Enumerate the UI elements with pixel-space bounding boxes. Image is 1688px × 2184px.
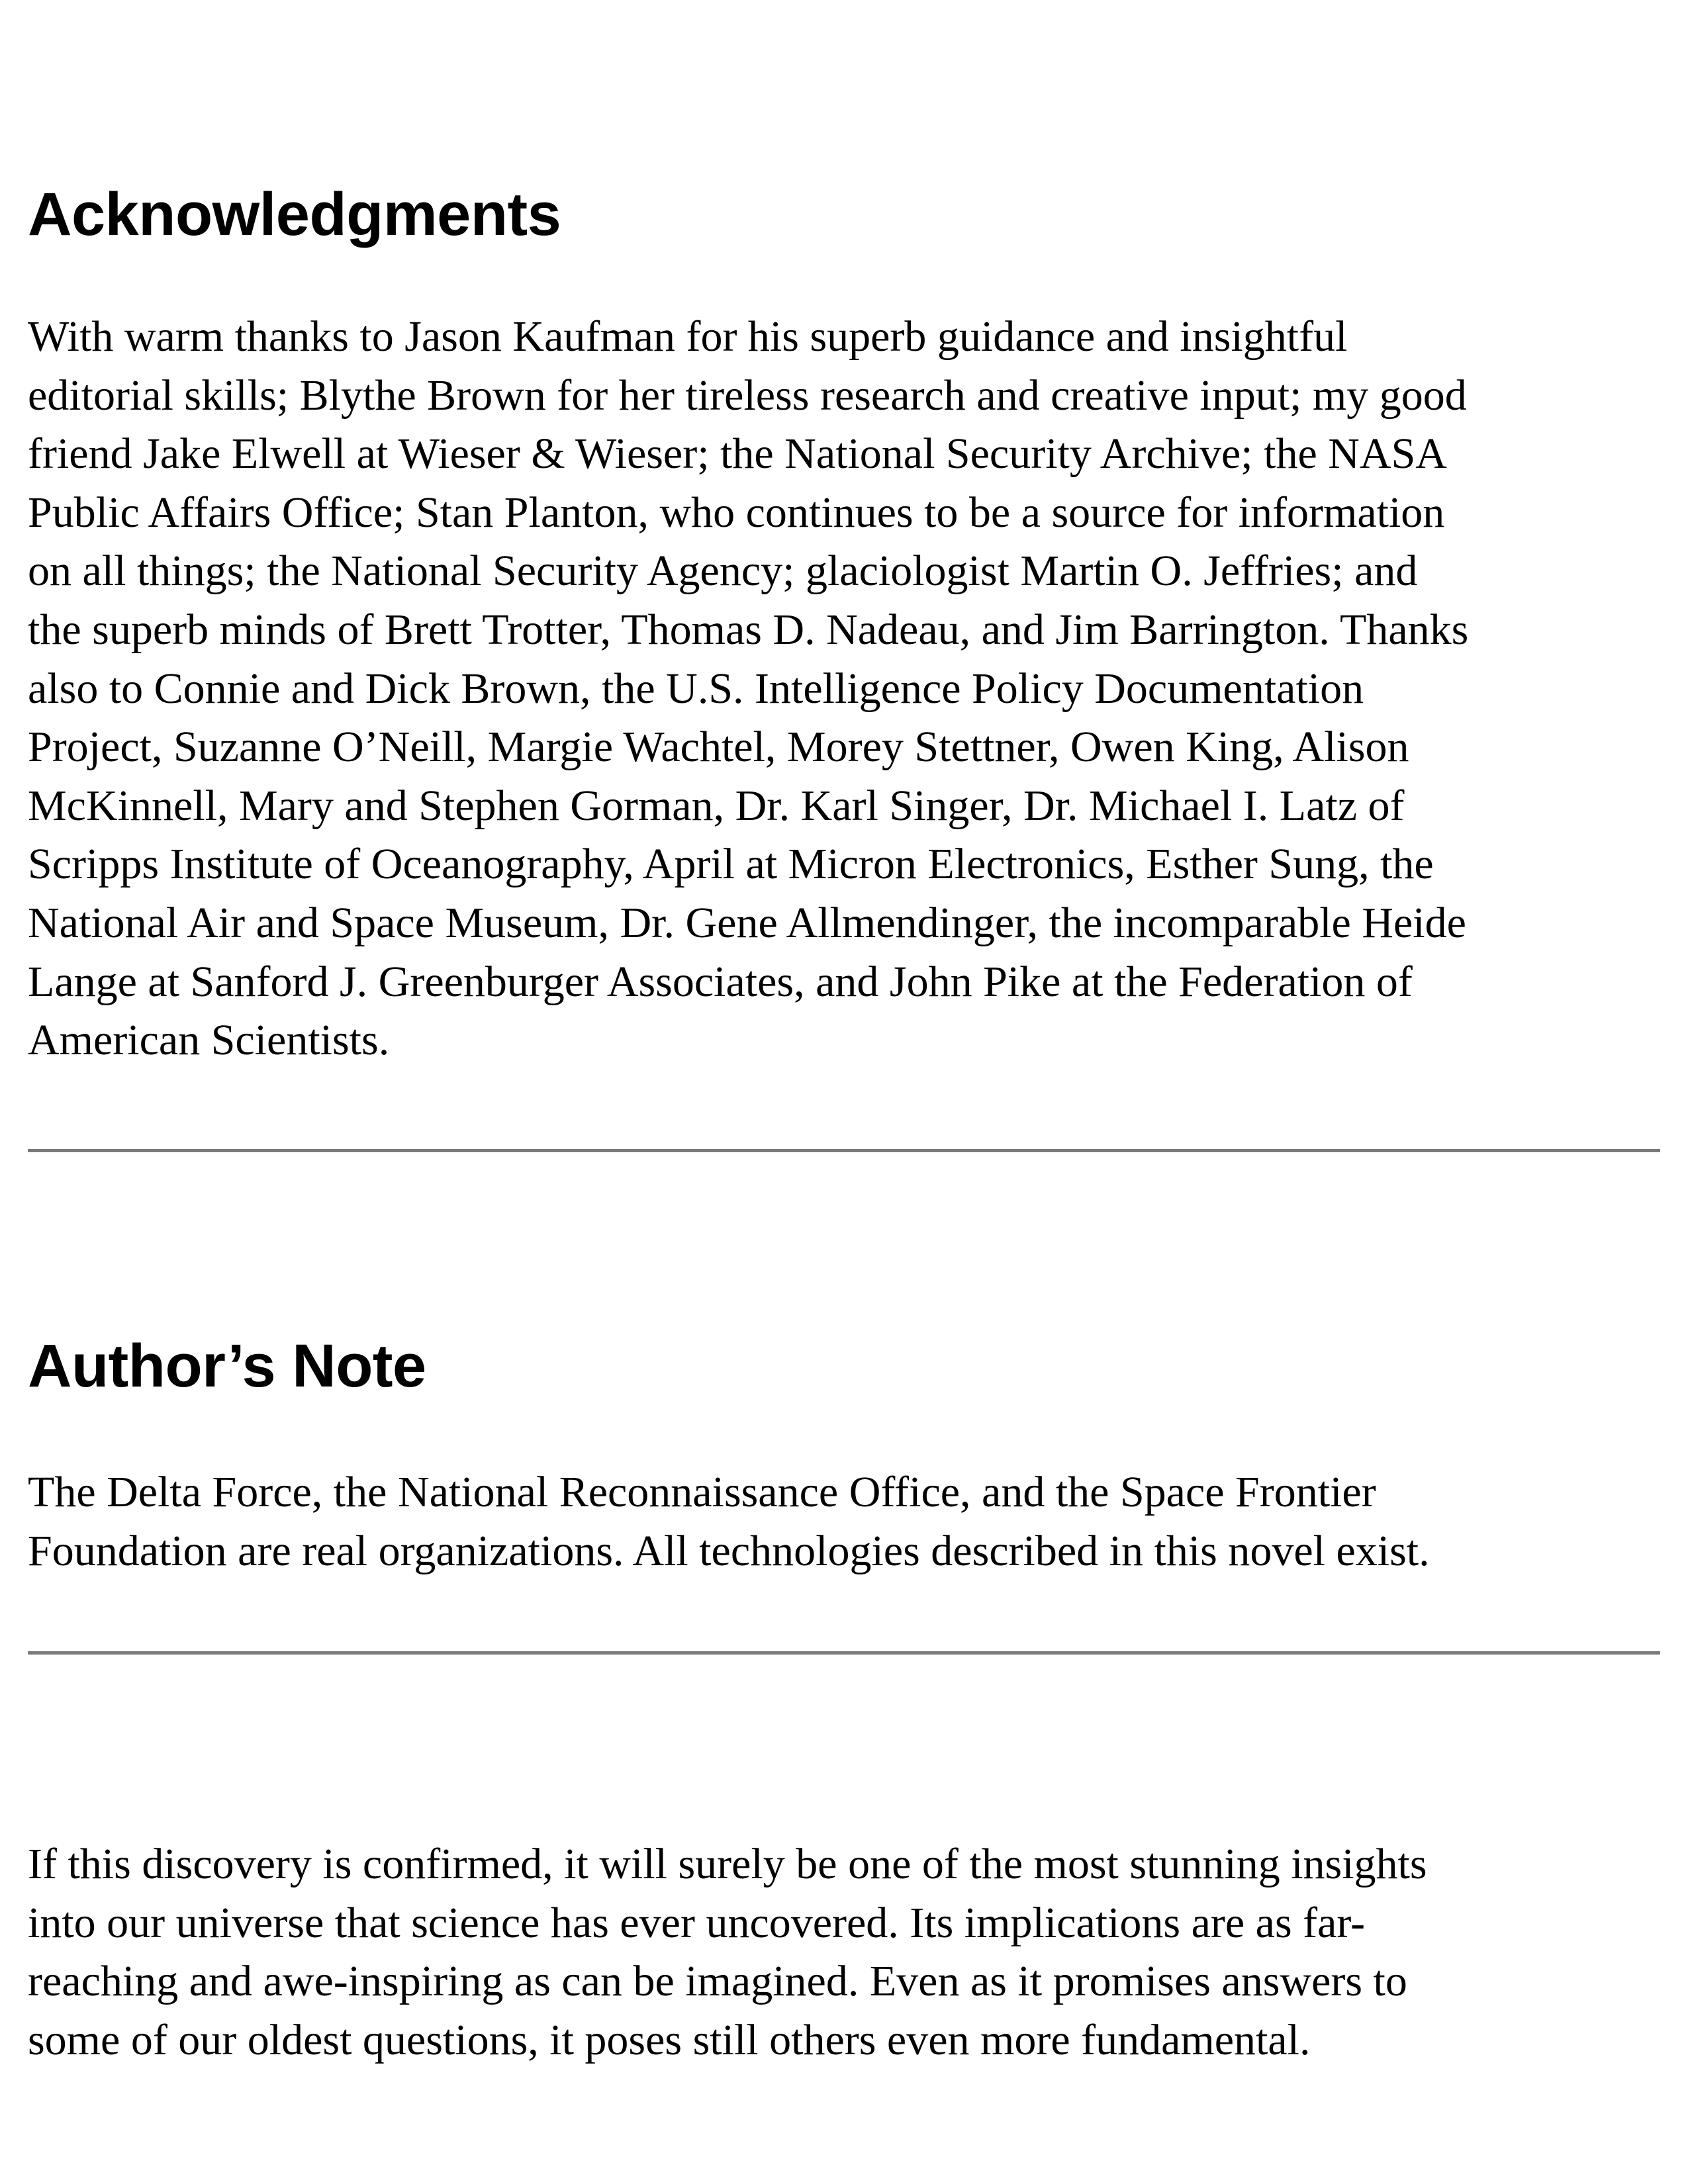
text-line: some of our oldest questions, it poses still others even more fundamental.: [28, 2015, 1311, 2064]
text-line: National Air and Space Museum, Dr. Gene Allmendinger, the incomparable Heide: [28, 898, 1466, 947]
epigraph-body: [28, 1835, 1660, 2070]
text-line: Project, Suzanne O’Neill, Margie Wachtel, Morey Stettner, Owen King, Alison: [28, 723, 1409, 772]
text-line: McKinnell, Mary and Stephen Gorman, Dr. Karl Singer, Dr. Michael I. Latz of: [28, 781, 1405, 830]
text-line: With warm thanks to Jason Kaufman for his superb guidance and insightful: [28, 312, 1348, 361]
text-line: also to Connie and Dick Brown, the U.S. Intelligence Policy Documentation: [28, 664, 1364, 713]
text-line: Public Affairs Office; Stan Planton, who continues to be a source for information: [28, 488, 1445, 537]
text-line: The Delta Force, the National Reconnaissance Office, and the Space Frontier: [28, 1468, 1376, 1516]
authors-note-heading: Author’s Note: [28, 1332, 426, 1400]
section-divider: [28, 1651, 1660, 1655]
text-line: friend Jake Elwell at Wieser & Wieser; the National Security Archive; the NASA: [28, 430, 1447, 478]
text-line: Foundation are real organizations. All technologies described in this novel exist.: [28, 1526, 1430, 1575]
text-line: on all things; the National Security Agency; glaciologist Martin O. Jeffries; and: [28, 547, 1418, 596]
text-line: editorial skills; Blythe Brown for her tireless research and creative input; my good: [28, 371, 1467, 420]
text-line: American Scientists.: [28, 1016, 390, 1065]
section-divider: [28, 1149, 1660, 1152]
text-line: into our universe that science has ever uncovered. Its implications are as far-: [28, 1898, 1366, 1947]
text-line: the superb minds of Brett Trotter, Thomas D. Nadeau, and Jim Barrington. Thanks: [28, 605, 1469, 654]
text-line: reaching and awe-inspiring as can be imagined. Even as it promises answers to: [28, 1957, 1407, 2006]
text-line: Lange at Sanford J. Greenburger Associates, and John Pike at the Federation of: [28, 957, 1413, 1006]
text-line: If this discovery is confirmed, it will surely be one of the most stunning insights: [28, 1840, 1427, 1888]
text-line: Scripps Institute of Oceanography, April at Micron Electronics, Esther Sung, the: [28, 840, 1434, 889]
acknowledgments-heading: Acknowledgments: [28, 181, 561, 248]
acknowledgments-body: [28, 308, 1660, 1070]
document-page: [28, 0, 1660, 2184]
authors-note-body: [28, 1463, 1660, 1580]
